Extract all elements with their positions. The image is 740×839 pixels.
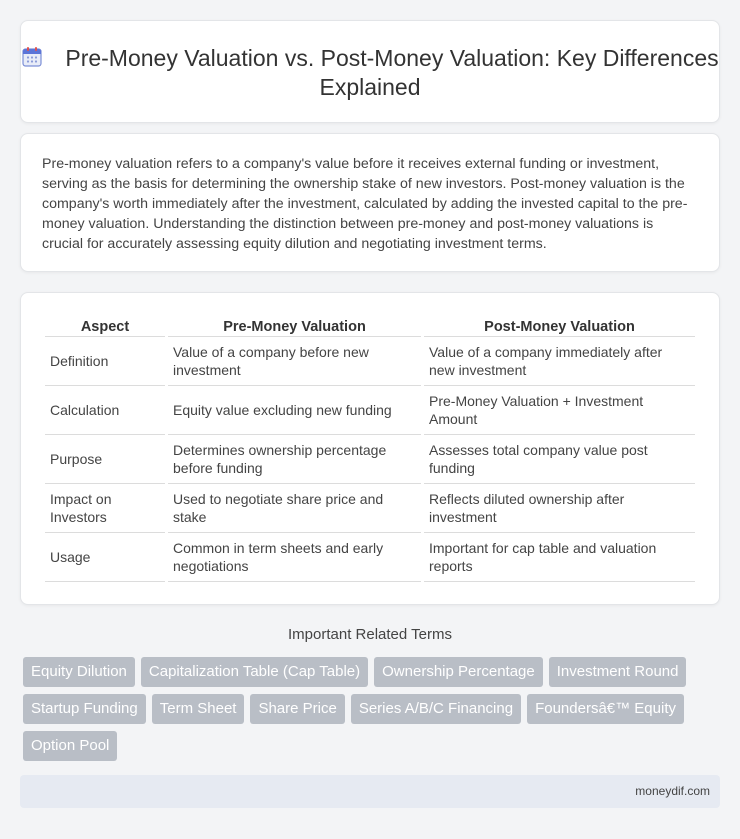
intro-paragraph: Pre-money valuation refers to a company's value before it receives external funding or investment, serving as the basis for determining the ownership stake of new investors. Post-money valuation is the company's worth immediately after the investment, calculated by adding the invested capital to the pre-money valuation. Understanding the distinction between pre-money and post-money valuations is crucial for accurately assessing equity dilution and negotiating investment terms. (42, 156, 688, 252)
table-row (45, 435, 695, 484)
intro-card (20, 133, 720, 272)
page-title: Pre-Money Valuation vs. Post-Money Valuation: Key Differences Explained (65, 45, 719, 100)
page-title-block (21, 44, 719, 102)
tag-series-financing[interactable]: Series A/B/C Financing (351, 694, 521, 724)
tag-startup-funding[interactable]: Startup Funding (23, 694, 146, 724)
table-row (45, 386, 695, 435)
cell-post-money: Reflects diluted ownership after investment (424, 484, 695, 533)
tag-option-pool[interactable]: Option Pool (23, 731, 117, 761)
table-header-row (45, 315, 695, 337)
cell-aspect: Impact on Investors (45, 484, 165, 533)
table-row (45, 533, 695, 582)
cell-post-money: Pre-Money Valuation + Investment Amount (424, 386, 695, 435)
header-post-money: Post-Money Valuation (424, 315, 695, 337)
cell-pre-money: Common in term sheets and early negotiations (168, 533, 421, 582)
cell-pre-money: Value of a company before new investment (168, 337, 421, 386)
cell-post-money: Value of a company immediately after new investment (424, 337, 695, 386)
comparison-table-card (20, 292, 720, 605)
footer (20, 775, 720, 808)
tag-founders-equity[interactable]: Foundersâ€™ Equity (527, 694, 684, 724)
comparison-table (42, 315, 698, 582)
cell-pre-money: Used to negotiate share price and stake (168, 484, 421, 533)
cell-post-money: Important for cap table and valuation reports (424, 533, 695, 582)
table-row (45, 484, 695, 533)
cell-post-money: Assesses total company value post funding (424, 435, 695, 484)
tag-ownership-percentage[interactable]: Ownership Percentage (374, 657, 543, 687)
header-pre-money: Pre-Money Valuation (168, 315, 421, 337)
cell-aspect: Usage (45, 533, 165, 582)
tag-cap-table[interactable]: Capitalization Table (Cap Table) (141, 657, 368, 687)
related-terms-tags (23, 657, 713, 761)
tag-equity-dilution[interactable]: Equity Dilution (23, 657, 135, 687)
title-card (20, 20, 720, 123)
calendar-icon (21, 46, 43, 68)
cell-aspect: Definition (45, 337, 165, 386)
tag-term-sheet[interactable]: Term Sheet (152, 694, 245, 724)
cell-pre-money: Determines ownership percentage before funding (168, 435, 421, 484)
cell-aspect: Purpose (45, 435, 165, 484)
tag-investment-round[interactable]: Investment Round (549, 657, 687, 687)
footer-site[interactable]: moneydif.com (635, 784, 710, 798)
cell-pre-money: Equity value excluding new funding (168, 386, 421, 435)
cell-aspect: Calculation (45, 386, 165, 435)
related-terms-title: Important Related Terms (288, 626, 452, 643)
tag-share-price[interactable]: Share Price (250, 694, 344, 724)
header-aspect: Aspect (45, 315, 165, 337)
table-row (45, 337, 695, 386)
